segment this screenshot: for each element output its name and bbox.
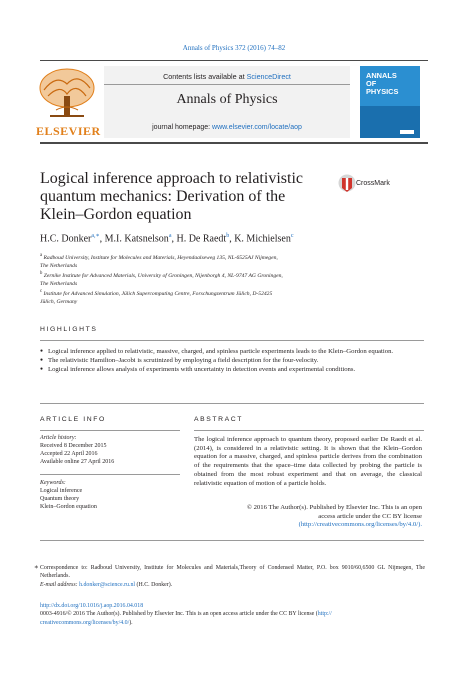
homepage-link[interactable]: www.elsevier.com/locate/aop — [212, 124, 302, 131]
keywords: Keywords: Logical inference Quantum theory Klein–Gordon equation — [40, 480, 97, 510]
author: K. Michielsen — [234, 233, 291, 245]
highlights-heading: HIGHLIGHTS — [40, 326, 98, 333]
history-keywords-divider — [40, 474, 180, 475]
correspondence-footnote: ∗ Correspondence to: Radboud University, Institute for Molecules and Materials,Theory of Condensed Matter, P.O. box 9010/60,6500 GL Nijmegen, The Netherlands. E-mail address: h.donker@science.ru.nl (H.C. Donker). — [34, 563, 425, 588]
author-sup[interactable]: a — [168, 233, 172, 239]
abstract-bottom-rule — [40, 540, 424, 541]
highlight-item: ● The relativistic Hamilton–Jacobi is scrutinized by employing a field description for the four-velocity. — [40, 357, 425, 366]
author-list: H.C. Donker$^{a,∗}$, M.I. Katsnelson$^a$, H. De Raedt$^b$, K. Michielsen$^c$ — [40, 233, 294, 245]
highlights-rule — [40, 340, 424, 341]
abstract-copyright: © 2016 The Author(s). Published by Elsevier Inc. This is an open access article under the CC BY license (http://creativecommons.org/licenses/by/4.0/). — [194, 504, 422, 530]
author: H. De Raedt — [176, 233, 227, 245]
journal-citation[interactable]: Annals of Physics 372 (2016) 74–82 — [182, 44, 286, 52]
affiliation: $^b$ Zernike Institute for Advanced Materials, University of Groningen, Nijenborgh 4, NL-9747 AG Groningen, The Netherlands — [40, 271, 283, 287]
article-info-heading: ARTICLE INFO — [40, 416, 106, 423]
author-sup[interactable]: b — [226, 233, 230, 239]
affiliation: $^a$ Radboud University, Institute for Molecules and Materials, Heyendaalseweg 135, NL-6525AJ Nijmegen, The Netherlands — [40, 253, 278, 269]
license-link[interactable]: (http://creativecommons.org/licenses/by/4.0/). — [298, 521, 422, 529]
crossmark-label[interactable]: CrossMark — [356, 180, 390, 187]
email-link[interactable]: h.donker@science.ru.nl — [79, 581, 136, 588]
highlight-item: ● Logical inference applied to relativistic, massive, charged, and spinless particle experiments leads to the Klein–Gordon equation. — [40, 348, 425, 357]
license-url-link-cont[interactable]: creativecommons.org/licenses/by/4.0/ — [40, 619, 130, 626]
author-sup[interactable]: c — [290, 233, 294, 239]
header-rule — [40, 60, 428, 61]
license-url-link[interactable]: http:// — [317, 611, 332, 618]
crossmark-icon[interactable] — [338, 172, 356, 194]
contents-line: Contents lists available at ScienceDirect — [163, 72, 291, 81]
abstract-body: The logical inference approach to quantum theory, proposed earlier De Raedt et al. (2014), is considered in a relativistic setting. It is shown that the Klein–Gordon equation for a massive, charged, and spinless particle derives from the combination of the requirements that the space–time data collected by probing the particle is obtained from the most robust experiment and that on average, the classical relativistic equation of motion of a particle holds. — [194, 436, 422, 487]
publication-info: http://dx.doi.org/10.1016/j.aop.2016.04.018 0003-4916/© 2016 The Author(s). Published by Elsevier Inc. This is an open access article under the CC BY license (http:// creativecommons.org/licenses/by/4.0/). — [40, 602, 430, 627]
abstract-heading: ABSTRACT — [194, 416, 244, 423]
journal-cover-image — [360, 66, 420, 138]
masthead-bottom-rule — [40, 142, 428, 144]
sciencedirect-link[interactable]: ScienceDirect — [246, 72, 291, 81]
elsevier-wordmark: ELSEVIER — [36, 124, 101, 138]
doi-link[interactable]: http://dx.doi.org/10.1016/j.aop.2016.04.018 — [40, 603, 144, 609]
author: M.I. Katsnelson — [104, 233, 169, 245]
article-title: Logical inference approach to relativistic quantum mechanics: Derivation of the Klein–Gordon equation — [40, 170, 303, 223]
article-info-rule — [40, 430, 180, 431]
cover-title: ANNALS OF PHYSICS — [366, 71, 399, 96]
abstract-rule — [194, 430, 424, 431]
journal-title: Annals of Physics — [176, 92, 278, 107]
masthead-divider — [104, 84, 350, 85]
journal-homepage: journal homepage: www.elsevier.com/locate/aop — [152, 124, 302, 131]
article-history: Article history: Received 8 December 2015 Accepted 22 April 2016 Available online 27 April 2016 — [40, 435, 115, 465]
highlights-bottom-rule — [40, 403, 424, 404]
cover-publisher-mark — [400, 130, 414, 134]
highlights-list — [40, 348, 425, 375]
affiliation: $^c$ Institute for Advanced Simulation, Jülich Supercomputing Centre, Forschungzentrum Jülich, D-52425 Jülich, Germany — [40, 289, 273, 305]
author: H.C. Donker — [40, 233, 92, 245]
highlight-item: ● Logical inference allows analysis of experiments with uncertainty in detection events and experimental conditions. — [40, 366, 425, 375]
author-sup[interactable]: a,∗ — [91, 233, 100, 239]
